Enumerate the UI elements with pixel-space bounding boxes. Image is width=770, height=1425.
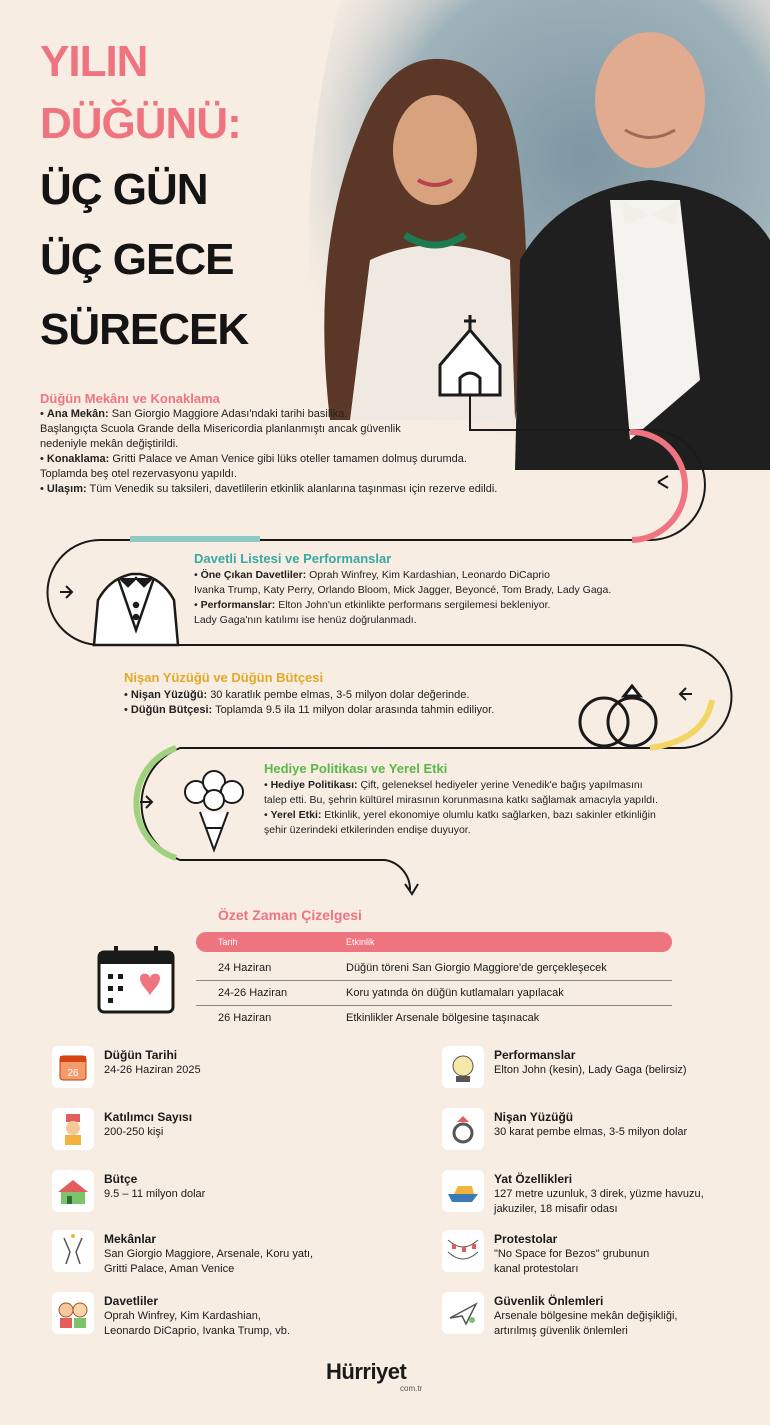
row-date: 26 Haziran: [218, 1012, 272, 1024]
fact-label: Performanslar: [494, 1048, 576, 1062]
section-venue-body: • Ana Mekân: San Giorgio Maggiore Adası'ndaki tarihi basilika. Başlangıçta Scuola Grande della Misericordia planlanmıştı ancak güvenlik nedeniyle mekân değiştirildi. • Konaklama: Gritti Palace ve Aman Venice gibi lüks oteller tamamen dolmuş durumda. Toplamda beş otel rezervasyonu yapıldı. • Ulaşım: Tüm Venedik su taksileri, davetlilerin etkinlik alanlarına taşınması için rezerve edildi.: [40, 407, 600, 497]
champagne-icon: [52, 1230, 94, 1272]
fact-guests: [52, 1292, 382, 1336]
fact-line: kanal protestoları: [494, 1263, 579, 1275]
item-text: Toplamda beş otel rezervasyonu yapıldı.: [40, 468, 237, 480]
fact-value: [494, 1247, 764, 1277]
item-text: şehir üzerindeki etkilerinden endişe duyuyor.: [264, 824, 471, 836]
fact-label: Nişan Yüzüğü: [494, 1110, 574, 1124]
section-gift-body: • Hediye Politikası: Çift, geleneksel hediyeler yerine Venedik'e bağış yapılmasını talep etti. Bu, şehrin kültürel mirasının korunmasına katkı sağlamak amacıyla yapıldı. • Yerel Etki: Etkinlik, yerel ekonomiye olumlu katkı sağlarken, bazı sakinler etkinliğin şehir üzerindeki etkilerinden endişe duyuyor.: [264, 778, 744, 838]
section-ring-title: Nişan Yüzüğü ve Düğün Bütçesi: [124, 670, 324, 685]
fact-performances: [442, 1046, 770, 1090]
fact-security: [442, 1292, 770, 1336]
fact-value: [104, 1125, 374, 1140]
brand-domain: com.tr: [400, 1384, 423, 1393]
item-text: Lady Gaga'nın katılımı ise henüz doğrulanmadı.: [194, 614, 417, 626]
fact-label: Düğün Tarihi: [104, 1048, 178, 1062]
table-row: [196, 956, 672, 981]
tuxedo-icon: [94, 574, 178, 645]
fact-guest-count: [52, 1108, 382, 1152]
item-text: Elton John'un etkinlikte performans sergilemesi bekleniyor.: [278, 599, 551, 611]
fact-line: jakuziler, 18 misafir odası: [494, 1203, 618, 1215]
fact-value: [104, 1309, 374, 1339]
fact-line: Leonardo DiCaprio, Ivanka Trump, vb.: [104, 1325, 290, 1337]
row-event: Düğün töreni San Giorgio Maggiore'de gerçekleşecek: [346, 962, 607, 974]
fact-line: 30 karat pembe elmas, 3-5 milyon dolar: [494, 1126, 688, 1138]
fact-line: 200-250 kişi: [104, 1126, 164, 1138]
fact-line: 9.5 – 11 milyon dolar: [104, 1188, 206, 1200]
fact-line: 24-26 Haziran 2025: [104, 1064, 201, 1076]
fact-wedding-date: [52, 1046, 382, 1090]
item-text: Tüm Venedik su taksileri, davetlilerin etkinlik alanlarına taşınması için rezerve edildi.: [89, 483, 498, 495]
section-guests-title: Davetli Listesi ve Performanslar: [194, 551, 392, 566]
col-event: Etkinlik: [346, 937, 375, 947]
fact-label: Bütçe: [104, 1172, 138, 1186]
fact-label: Yat Özellikleri: [494, 1172, 573, 1186]
item-label: Ulaşım:: [46, 483, 87, 495]
fact-ring: [442, 1108, 770, 1152]
item-label: Performanslar:: [200, 599, 276, 611]
fact-line: 127 metre uzunluk, 3 direk, yüzme havuzu,: [494, 1188, 704, 1200]
fact-line: Elton John (kesin), Lady Gaga (belirsiz): [494, 1064, 687, 1076]
row-event: Etkinlikler Arsenale bölgesine taşınacak: [346, 1012, 540, 1024]
people-icon: [52, 1292, 94, 1334]
item-text: Gritti Palace ve Aman Venice gibi lüks oteller tamamen dolmuş durumda.: [112, 453, 467, 465]
bouquet-icon: [185, 771, 243, 850]
item-text: Başlangıçta Scuola Grande della Misericordia planlanmıştı ancak güvenlik: [40, 423, 401, 435]
calendar-heart-icon: [96, 944, 176, 1016]
item-text: Ivanka Trump, Katy Perry, Orlando Bloom, Mick Jagger, Beyoncé, Tom Brady, Lady Gaga.: [194, 584, 612, 596]
calendar-icon: [52, 1046, 94, 1088]
headline-line-5: SÜRECEK: [40, 305, 249, 354]
fact-label: Protestolar: [494, 1232, 558, 1246]
item-label: Yerel Etki:: [270, 809, 322, 821]
item-label: Nişan Yüzüğü:: [130, 689, 208, 701]
fact-yacht: [442, 1170, 770, 1214]
section-ring-body: • Nişan Yüzüğü: 30 karatlık pembe elmas, 3-5 milyon dolar değerinde. • Düğün Bütçesi: Toplamda 9.5 ila 11 milyon dolar arasında tahmin ediliyor.: [124, 689, 495, 716]
fact-label: Davetliler: [104, 1294, 159, 1308]
row-date: 24 Haziran: [218, 962, 272, 974]
fact-label: Güvenlik Önlemleri: [494, 1294, 604, 1308]
fact-line: Arsenale bölgesine mekân değişikliği,: [494, 1310, 678, 1322]
table-row: [196, 1006, 672, 1030]
item-text: Çift, geleneksel hediyeler yerine Venedik'e bağış yapılmasını: [360, 779, 643, 791]
rings-icon: [580, 686, 656, 746]
fact-protests: [442, 1230, 770, 1274]
brand-logo: Hürriyet: [326, 1359, 407, 1384]
timeline-header: [196, 932, 672, 952]
item-text: nedeniyle mekân değiştirildi.: [40, 438, 179, 450]
yacht-icon: [442, 1170, 484, 1212]
headline-line-2: DÜĞÜNÜ:: [40, 99, 241, 148]
calendar-badge-number: 26: [67, 1068, 79, 1079]
headline-line-3: ÜÇ GÜN: [40, 165, 208, 214]
fact-label: Katılımcı Sayısı: [104, 1110, 193, 1124]
item-label: Ana Mekân:: [46, 408, 109, 420]
item-text: San Giorgio Maggiore Adası'ndaki tarihi basilika.: [111, 408, 348, 420]
timeline-title: Özet Zaman Çizelgesi: [218, 907, 362, 923]
item-label: Konaklama:: [46, 453, 110, 465]
money-icon: [52, 1170, 94, 1212]
item-text: Toplamda 9.5 ila 11 milyon dolar arasında tahmin ediliyor.: [215, 704, 495, 716]
fact-line: "No Space for Bezos" grubunun: [494, 1248, 650, 1260]
fact-value: [104, 1063, 374, 1078]
item-text: talep etti. Bu, şehrin kültürel mirasının korunmasına katkı sağlamak amacıyla yapıldı.: [264, 794, 658, 806]
guest-icon: [52, 1108, 94, 1150]
item-text: 30 karatlık pembe elmas, 3-5 milyon dolar değerinde.: [210, 689, 470, 701]
protest-icon: [442, 1230, 484, 1272]
fact-line: Oprah Winfrey, Kim Kardashian,: [104, 1310, 261, 1322]
fact-line: San Giorgio Maggiore, Arsenale, Koru yatı,: [104, 1248, 314, 1260]
fact-value: [494, 1063, 764, 1078]
fact-line: Gritti Palace, Aman Venice: [104, 1263, 235, 1275]
row-event: Koru yatında ön düğün kutlamaları yapılacak: [346, 987, 564, 999]
ring-icon: [442, 1108, 484, 1150]
item-label: Düğün Bütçesi:: [130, 704, 213, 716]
fact-value: [494, 1125, 764, 1140]
fact-label: Mekânlar: [104, 1232, 157, 1246]
col-date: Tarih: [218, 937, 238, 947]
security-icon: [442, 1292, 484, 1334]
headline-line-1: YILIN: [40, 37, 148, 86]
fact-line: artırılmış güvenlik önlemleri: [494, 1325, 628, 1337]
row-date: 24-26 Haziran: [218, 987, 288, 999]
section-guests-body: • Öne Çıkan Davetliler: Oprah Winfrey, Kim Kardashian, Leonardo DiCaprio Ivanka Trump, Katy Perry, Orlando Bloom, Mick Jagger, Beyoncé, Tom Brady, Lady Gaga. • Performanslar: Elton John'un etkinlikte performans sergilemesi bekleniyor. Lady Gaga'nın katılımı ise henüz doğrulanmadı.: [194, 568, 714, 628]
item-label: Hediye Politikası:: [270, 779, 358, 791]
section-gift-title: Hediye Politikası ve Yerel Etki: [264, 761, 448, 776]
fact-budget: [52, 1170, 382, 1214]
fact-value: [494, 1309, 764, 1339]
item-label: Öne Çıkan Davetliler:: [200, 569, 307, 581]
item-text: Oprah Winfrey, Kim Kardashian, Leonardo DiCaprio: [309, 569, 550, 581]
fact-venues: [52, 1230, 382, 1274]
section-venue-title: Düğün Mekânı ve Konaklama: [40, 391, 220, 406]
gramophone-icon: [442, 1046, 484, 1088]
fact-value: [104, 1247, 374, 1277]
fact-value: [104, 1187, 374, 1202]
fact-value: [494, 1187, 764, 1217]
headline-line-4: ÜÇ GECE: [40, 235, 234, 284]
item-text: Etkinlik, yerel ekonomiye olumlu katkı sağlarken, bazı sakinler etkinliğin: [324, 809, 656, 821]
table-row: [196, 981, 672, 1006]
